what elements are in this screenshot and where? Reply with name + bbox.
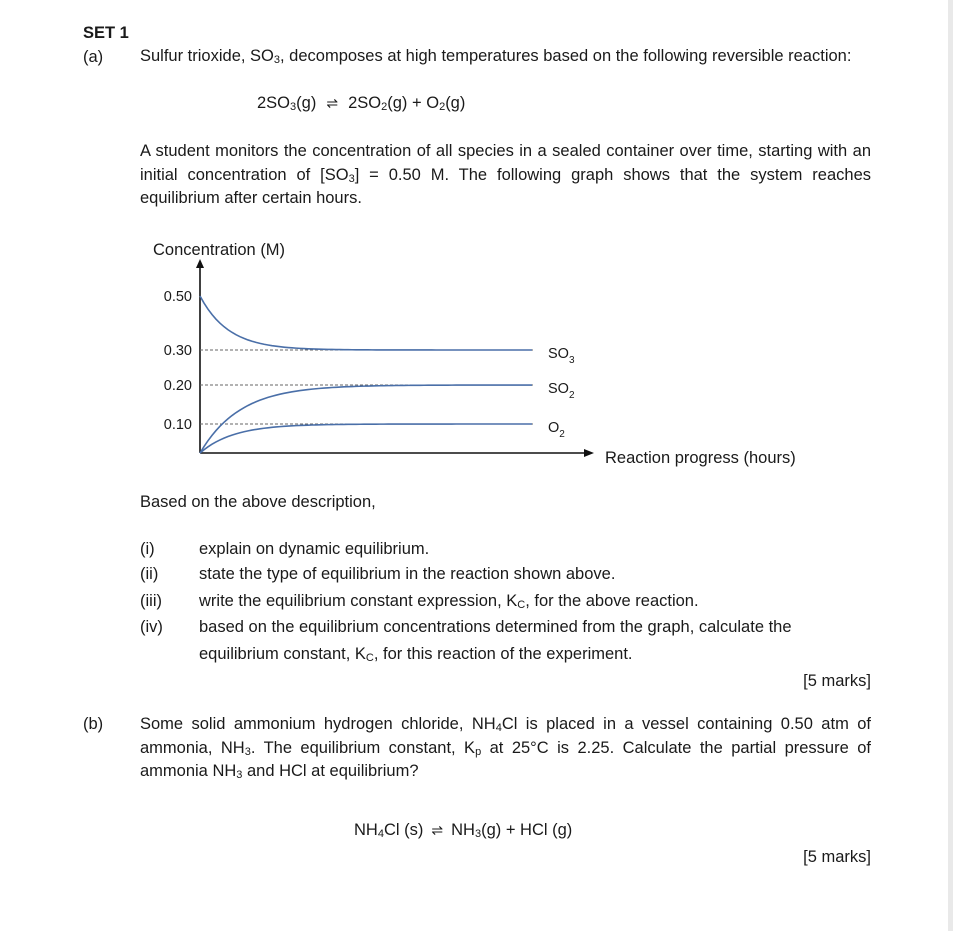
question-number: (iii) [140,592,162,610]
set-heading: SET 1 [83,24,129,42]
chart-y-axis-label: Concentration (M) [153,241,286,259]
part-b-label: (b) [83,715,104,733]
equilibrium-arrow-icon: ⇌ [326,95,339,111]
y-axis-arrowhead-icon [196,259,204,268]
y-tick-label: 0.10 [163,417,192,433]
series-line-o2 [200,424,532,453]
question-text: based on the equilibrium concentrations determined from the graph, calculate the [199,618,792,636]
part-b-question: Some solid ammonium hydrogen chloride, $NH_4Cl$ is placed in a vessel containing 0.50 atm of ammonia, $NH_3$. The equilibrium constant, $K_p$ at 25°C is 2.25. Calculate the partial pressure of ammonia $NH_3$ and HCl at equilibrium? [140,715,871,781]
question-text-continued: equilibrium constant, $K_C$, for this reaction of the experiment. [199,645,633,664]
part-b-reaction-equation: $NH_4Cl$ (s) ⇌ $NH_3(g)$ + HCl (g) [354,821,573,840]
question-text: state the type of equilibrium in the reaction shown above. [199,565,616,583]
question-number: (iv) [140,618,163,636]
y-tick-label: 0.50 [163,289,192,305]
question-number: (ii) [140,565,159,583]
based-on-text: Based on the above description, [140,493,376,511]
part-a-intro: Sulfur trioxide, $SO_3$, decomposes at high temperatures based on the following reversible reaction: [140,47,852,66]
series-line-so2 [200,385,532,453]
part-a-description: A student monitors the concentration of all species in a sealed container over time, starting with an initial concentration of $[SO_3] = 0.50$ M. The following graph shows that the system reaches equilibrium after certain hours. [140,142,871,207]
series-label: $SO_3$ [548,346,575,366]
y-tick-label: 0.30 [163,343,192,359]
part-a-marks: [5 marks] [803,672,871,690]
part-a-label: (a) [83,48,104,66]
series-label: $O_2$ [548,420,565,440]
question-text: write the equilibrium constant expression, $K_C$, for the above reaction. [199,592,699,611]
question-number: (i) [140,540,155,558]
question-text: explain on dynamic equilibrium. [199,540,430,558]
chart-x-axis-label: Reaction progress (hours) [605,449,796,467]
series-line-so3 [200,296,532,350]
part-a-reaction-equation: $2SO_3(g)$ ⇌ $2SO_2(g) + O_2(g)$ [257,94,466,113]
series-label: $SO_2$ [548,381,575,401]
equilibrium-arrow-icon: ⇌ [431,822,444,838]
y-tick-label: 0.20 [163,378,192,394]
part-b-marks: [5 marks] [803,848,871,866]
x-axis-arrowhead-icon [584,449,594,457]
